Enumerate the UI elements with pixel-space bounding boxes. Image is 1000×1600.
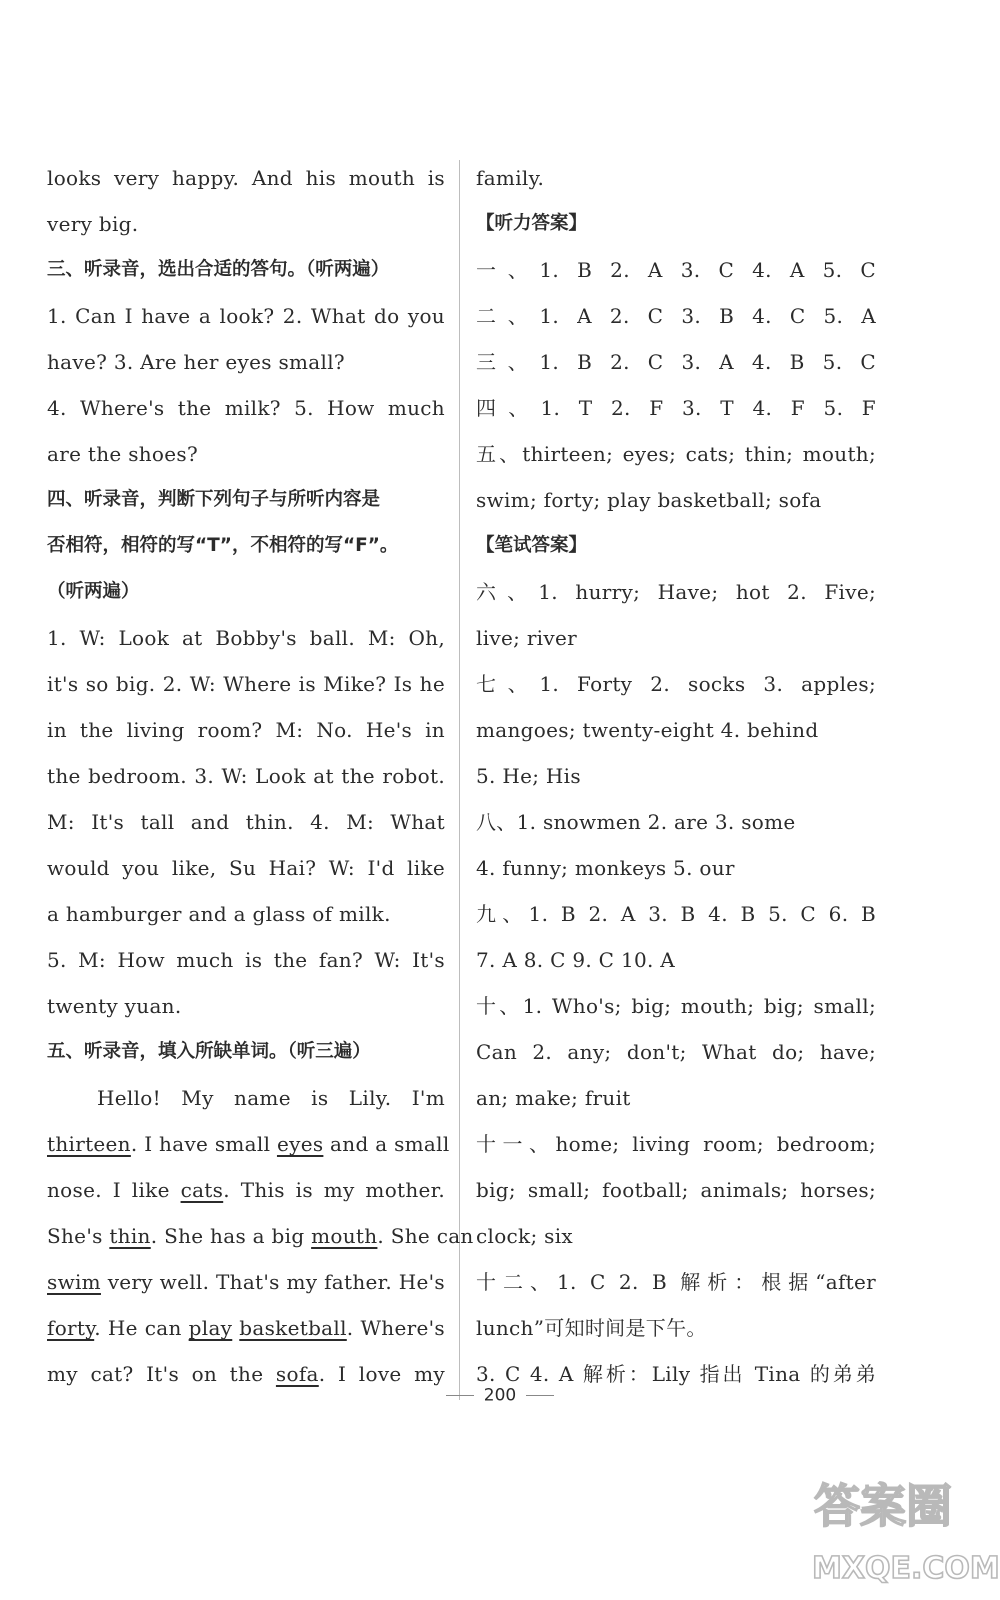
- answer-section-heading: 【听力答案】: [476, 213, 588, 234]
- text-line: family.: [476, 166, 545, 190]
- answer-word: eyes: [276, 1132, 324, 1156]
- passage-text: . I have small: [130, 1132, 277, 1156]
- answer-word: cats: [180, 1178, 224, 1202]
- watermark-url-text: MXQE.COM: [812, 1551, 1000, 1586]
- text-line: would you like, Su Hai? W: I'd like: [47, 856, 445, 880]
- answer-line: 二、1. A 2. C 3. B 4. C 5. A: [476, 304, 876, 328]
- answer-line: 5. He; His: [476, 764, 581, 788]
- answer-line: 一、1. B 2. A 3. C 4. A 5. C: [476, 258, 876, 282]
- footer-dash-left: [446, 1395, 474, 1396]
- text-line: M: It's tall and thin. 4. M: What: [47, 810, 445, 834]
- text-line: have? 3. Are her eyes small?: [47, 350, 345, 374]
- section-heading: 五、听录音，填入所缺单词。（听三遍）: [47, 1041, 371, 1062]
- text-line: 1. Can I have a look? 2. What do you: [47, 304, 445, 328]
- passage-text: very well. That's my father. He's: [100, 1270, 445, 1294]
- answer-line: 四、1. T 2. F 3. T 4. F 5. F: [476, 396, 876, 420]
- answer-line: an; make; fruit: [476, 1086, 631, 1110]
- passage-text: She's: [47, 1224, 110, 1248]
- passage-line: [47, 1121, 450, 1167]
- passage: [47, 1075, 474, 1397]
- passage-line: [47, 1305, 445, 1351]
- text-line: in the living room? M: No. He's in: [47, 718, 445, 742]
- answer-word: forty: [47, 1316, 95, 1340]
- page-footer: [0, 1385, 1000, 1406]
- answer-line: 六、1. hurry; Have; hot 2. Five;: [476, 580, 876, 604]
- answer-line: 七、1. Forty 2. socks 3. apples;: [476, 672, 876, 696]
- answer-line: 十一、home; living room; bedroom;: [476, 1132, 876, 1156]
- answer-word: swim: [47, 1270, 101, 1294]
- text-line: 1. W: Look at Bobby's ball. M: Oh,: [47, 626, 445, 650]
- answer-line: 4. funny; monkeys 5. our: [476, 856, 735, 880]
- text-line: are the shoes?: [47, 442, 198, 466]
- answer-line: 八、1. snowmen 2. are 3. some: [476, 810, 796, 834]
- passage-text: and a small: [323, 1132, 450, 1156]
- answer-word: sofa: [275, 1362, 319, 1386]
- footer-dash-right: [526, 1395, 554, 1396]
- answer-line: 3. C 4. A 解析：Lily 指出 Tina 的弟弟: [476, 1362, 876, 1386]
- page-number: 200: [483, 1385, 517, 1406]
- passage-text: nose. I like: [47, 1178, 181, 1202]
- column-divider: [459, 160, 460, 1400]
- answer-line: 九、1. B 2. A 3. B 4. B 5. C 6. B: [476, 902, 876, 926]
- answer-word: thirteen: [47, 1132, 131, 1156]
- answer-line: mangoes; twenty-eight 4. behind: [476, 718, 819, 742]
- watermark-cn-text: 答案圈: [814, 1479, 952, 1533]
- answer-line: 十、1. Who's; big; mouth; big; small;: [476, 994, 876, 1018]
- answer-line: Can 2. any; don't; What do; have;: [476, 1040, 876, 1064]
- answer-line: 五、thirteen; eyes; cats; thin; mouth;: [476, 442, 876, 466]
- passage-text: . She has a big: [150, 1224, 312, 1248]
- answer-word: play: [188, 1316, 233, 1340]
- right-column: [476, 155, 876, 1397]
- answer-section-heading: 【笔试答案】: [476, 535, 588, 556]
- passage-text: . I love my: [318, 1362, 445, 1386]
- answer-word: thin: [109, 1224, 151, 1248]
- answer-line: lunch”可知时间是下午。: [476, 1316, 707, 1340]
- text-line: looks very happy. And his mouth is: [47, 166, 445, 190]
- passage-text: . He can: [94, 1316, 189, 1340]
- text-line: 4. Where's the milk? 5. How much: [47, 396, 445, 420]
- text-line: very big.: [47, 212, 139, 236]
- text-line: 5. M: How much is the fan? W: It's: [47, 948, 445, 972]
- answer-line: 7. A 8. C 9. C 10. A: [476, 948, 676, 972]
- passage-line: [47, 1213, 474, 1259]
- answer-word: basketball: [239, 1316, 347, 1340]
- left-column: [47, 155, 474, 1397]
- section-heading: 否相符，相符的写“T”，不相符的写“F”。: [47, 535, 399, 556]
- text-line: twenty yuan.: [47, 994, 182, 1018]
- passage-line: [47, 1259, 445, 1305]
- answer-line: live; river: [476, 626, 577, 650]
- passage-text: . She can: [377, 1224, 474, 1248]
- passage-text: . Where's: [346, 1316, 445, 1340]
- section-heading: （听两遍）: [47, 581, 140, 602]
- answer-line: clock; six: [476, 1224, 573, 1248]
- passage-text: my cat? It's on the: [47, 1362, 276, 1386]
- answer-line: 十二、1. C 2. B 解析：根据“after: [476, 1270, 876, 1294]
- text-line: it's so big. 2. W: Where is Mike? Is he: [47, 672, 445, 696]
- answer-line: swim; forty; play basketball; sofa: [476, 488, 822, 512]
- answer-line: 三、1. B 2. C 3. A 4. B 5. C: [476, 350, 876, 374]
- passage-line: Hello! My name is Lily. I'm: [97, 1086, 445, 1110]
- passage-line: [47, 1167, 445, 1213]
- text-line: a hamburger and a glass of milk.: [47, 902, 391, 926]
- answer-word: mouth: [311, 1224, 378, 1248]
- section-heading: 四、听录音，判断下列句子与所听内容是: [47, 489, 381, 510]
- section-heading: 三、听录音，选出合适的答句。（听两遍）: [47, 259, 390, 280]
- text-line: the bedroom. 3. W: Look at the robot.: [47, 764, 445, 788]
- passage-text: . This is my mother.: [223, 1178, 446, 1202]
- site-watermark-logo: [808, 1470, 1000, 1588]
- answer-line: big; small; football; animals; horses;: [476, 1178, 876, 1202]
